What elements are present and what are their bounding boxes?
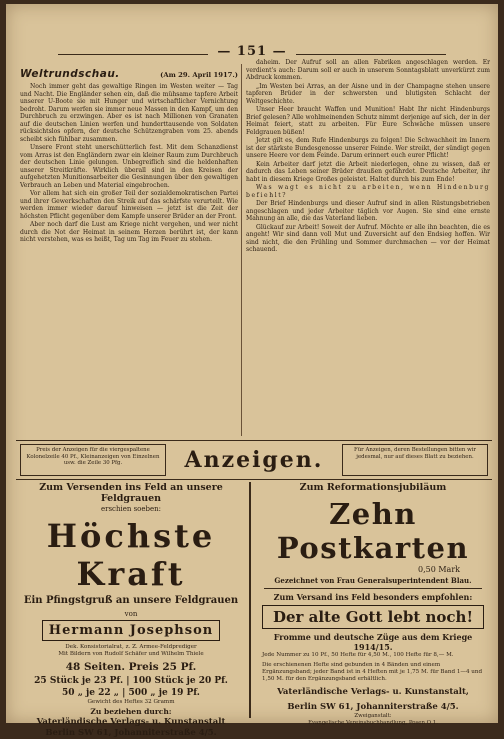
ad-series-title-box: Der alte Gott lebt noch!	[262, 605, 484, 629]
article-left-column	[20, 68, 238, 436]
ad-publisher-address: Berlin SW 61, Johanniterstraße 4/5.	[45, 728, 217, 738]
ad-notice-box: Für Anzeigen, deren Bestellungen bitten wir jedesmal, nur auf dieses Blatt zu beziehen.	[342, 444, 488, 476]
ad-rule	[264, 588, 482, 589]
ad-pages-price: 48 Seiten. Preis 25 Pf.	[65, 661, 197, 673]
article-paragraph: „Im Westen bei Arras, an der Aisne und in der Champagne stehen unsere tapferen Brüder in der schwersten und blutigsten Schlacht der Weltgeschichte.	[246, 82, 490, 105]
article-paragraph: daheim. Der Aufruf soll an allen Fabriken angeschlagen werden. Er verdient's auch: Darum soll er auch in unserem Sonntagsblatt unverkürzt zum Abdruck kommen.	[246, 59, 490, 81]
article-paragraph: Unser Heer braucht Waffen und Munition! Habt Ihr nicht Hindenburgs Brief gelesen? Alle wohlmeinenden Schutz nimmt derjenige auf sich, der in der Heimat feiert, statt zu arbeiten. Für Eure Schwäche müssen unsere Feldgrauen büßen!	[246, 106, 490, 136]
ad-book-subtitle: Ein Pfingstgruß an unsere Feldgrauen	[23, 595, 239, 606]
ad-branch-label: Zweiganstalt:	[354, 713, 392, 719]
ad-bulk-price-1: 25 Stück je 23 Pf. | 100 Stück je 20 Pf.	[34, 676, 228, 686]
ad-illustrations: Mit Bildern von Rudolf Schäfer und Wilhelm Thiele	[58, 651, 204, 657]
article-paragraph: Der Brief Hindenburgs und dieser Aufruf sind in allen Rüstungsbetrieben angeschlagen und jeder Arbeiter täglich vor Augen. Sie sind eine ernste Mahnung an alle, die das Vaterland lieben.	[246, 200, 490, 222]
newspaper-page	[6, 4, 498, 738]
ad-series-pricing: Jede Nummer zu 10 Pf., 50 Hefte für 4,50 M., 100 Hefte für 8,— M.	[262, 652, 454, 658]
article-paragraph: Kein Arbeiter darf jetzt die Arbeit niederlegen, ohne zu wissen, daß er dadurch das Leben seiner Brüder draußen gefährdet. Deutsche Arbeiter, ihr habt in diesem Kriege Großes geleistet. Haltet durch bis zum Ende!	[246, 160, 490, 183]
ad-by: von	[124, 610, 138, 618]
ad-intro: Zum Versenden ins Feld an unsere Feldgrauen	[39, 482, 223, 504]
advertisement-postkarten	[256, 482, 490, 726]
article-paragraph: Glückauf zur Arbeit! Soweit der Aufruf. Möchte er alle ihn beachten, die es angeht! Wir sind dann voll Mut und Zuversicht auf den Endsieg hoffen. Wir sind nicht, die den Frühling und Sommer durchmachen — vor der Heimat schauend.	[246, 223, 490, 253]
ad-postcards-price: 0,50 Mark	[418, 565, 460, 574]
article-paragraph-emphasis: Was wagt es nicht zu arbeiten, wenn Hindenburg befiehlt?	[246, 184, 490, 199]
article-paragraph: Noch immer geht das gewaltige Ringen im Westen weiter — Tag und Nacht. Die Engländer sehen ein, daß die mühsame tapfere Arbeit unserer U-Boote sie mit Hunger und wirtschaftlicher Vernichtung bedroht. Darum werfen sie immer neue Massen in den Kampf, um den Durchbruch zu erzwingen. Aber es ist nach Millionen von Granaten auf die deutschen Linien werfen und hunderttausende von Soldaten rücksichtslos opfern, der deutsche Schützengraben vom 25. abends scheibt sich fühlbar zusammen.	[20, 83, 238, 143]
ad-series-subtitle: Fromme und deutsche Züge aus dem Kriege 1914/15.	[273, 632, 473, 652]
ad-weight: Gewicht des Heftes 32 Gramm	[87, 699, 175, 705]
ad-author-note: Dek. Konsistorialrat, z. Z. Armee-Feldprediger	[65, 644, 197, 650]
ad-pricing-box: Preis der Anzeigen für die viergespaltene Kolonelzeile 40 Pf., Kleinanzeigen von Einzelnen usw. die Zeile 30 Pfg.	[20, 444, 166, 476]
ad-publisher: Vaterländische Verlags- u. Kunstanstalt,	[277, 687, 469, 697]
ad-jubilee-heading: Zum Reformationsjubiläum	[299, 482, 447, 493]
ads-heading: Anzeigen.	[184, 447, 324, 473]
article-paragraph: Jetzt gilt es, dem Rufe Hindenburgs zu folgen! Die Schwachheit im Innern ist der stärkste Bundesgenosse unserer Feinde. Wer streikt, der sündigt gegen unsere Heere vor dem Feinde. Darum erinnert euch eurer Pflicht!	[246, 137, 490, 159]
advertisement-header-strip	[16, 440, 492, 480]
header-rule-right	[296, 54, 446, 55]
ad-order-note: Zu beziehen durch:	[90, 707, 172, 716]
ad-postcards-author: Gezeichnet von Frau Generalsuperintendent Blau.	[274, 576, 472, 585]
article-header	[20, 68, 238, 80]
ad-book-title: Höchste Kraft	[46, 517, 216, 593]
ad-publisher-address: Berlin SW 61, Johanniterstraße 4/5.	[287, 701, 459, 712]
article-dateline: (Am 29. April 1917.)	[160, 71, 238, 79]
advertisement-hoechste-kraft	[16, 482, 246, 738]
header-rule-left	[58, 54, 208, 55]
column-divider	[241, 64, 242, 436]
article-paragraph: Aber noch darf die Lust am Kriege nicht vergehen, und wer nicht durch die Not der Heimat in seinem Herzen berührt ist, der kann nicht verstehen, was es heißt, Tag um Tag im Feuer zu stehen.	[20, 221, 238, 243]
ad-divider	[249, 482, 251, 718]
ad-subintro: erschien soeben:	[100, 505, 162, 513]
article-right-column	[246, 59, 490, 436]
page-number: — 151 —	[217, 44, 287, 59]
ad-series-note: Die erschienenen Hefte sind gebunden in 4 Bänden und einem Ergänzungsband; jeder Band ist in 4 Heften mit je 1,75 M. für Band 1—4 und 1,50 M. für den Ergänzungsband erhältlich.	[262, 662, 483, 682]
article-paragraph: Unsere Front steht unerschütterlich fest. Mit dem Schanzdienst vom Arras ist den Engländern zwar ein kleiner Raum zum Durchbruch der deutschen Linie gelungen. Unbegreiflich sind die heldenhaften unserer Streitkräfte. Wirklich überall sind in den Kreisen der aufgehetzten Munitionsarbeiter die Gesinnungen über den gewaltigen Verbrauch an Leben und Material eingebrochen.	[20, 144, 238, 189]
ad-bulk-price-2: 50 „ je 22 „ | 500 „ je 19 Pf.	[62, 688, 200, 698]
ad-postcards-title: Zehn Postkarten	[276, 497, 470, 565]
ad-recommendation: Zum Versand ins Feld besonders empfohlen:	[273, 592, 473, 602]
article-title: Weltrundschau.	[20, 68, 120, 80]
article-paragraph: Vor allem hat sich ein großer Teil der sozialdemokratischen Partei und ihrer Gewerkschaften den Streik auf das schärfste verurteilt. Wie werden immer wieder darauf hinweisen — jetzt ist die Zeit der höchsten Pflicht gegenüber dem Kampfe unserer Brüder an der Front.	[20, 190, 238, 220]
ad-author-box: Hermann Josephson	[42, 620, 220, 641]
ad-branch-name: Evangelische Vereinsbuchhandlung, Posen O 1.	[308, 720, 438, 726]
ad-publisher: Vaterländische Verlags- u. Kunstanstalt	[36, 717, 226, 727]
